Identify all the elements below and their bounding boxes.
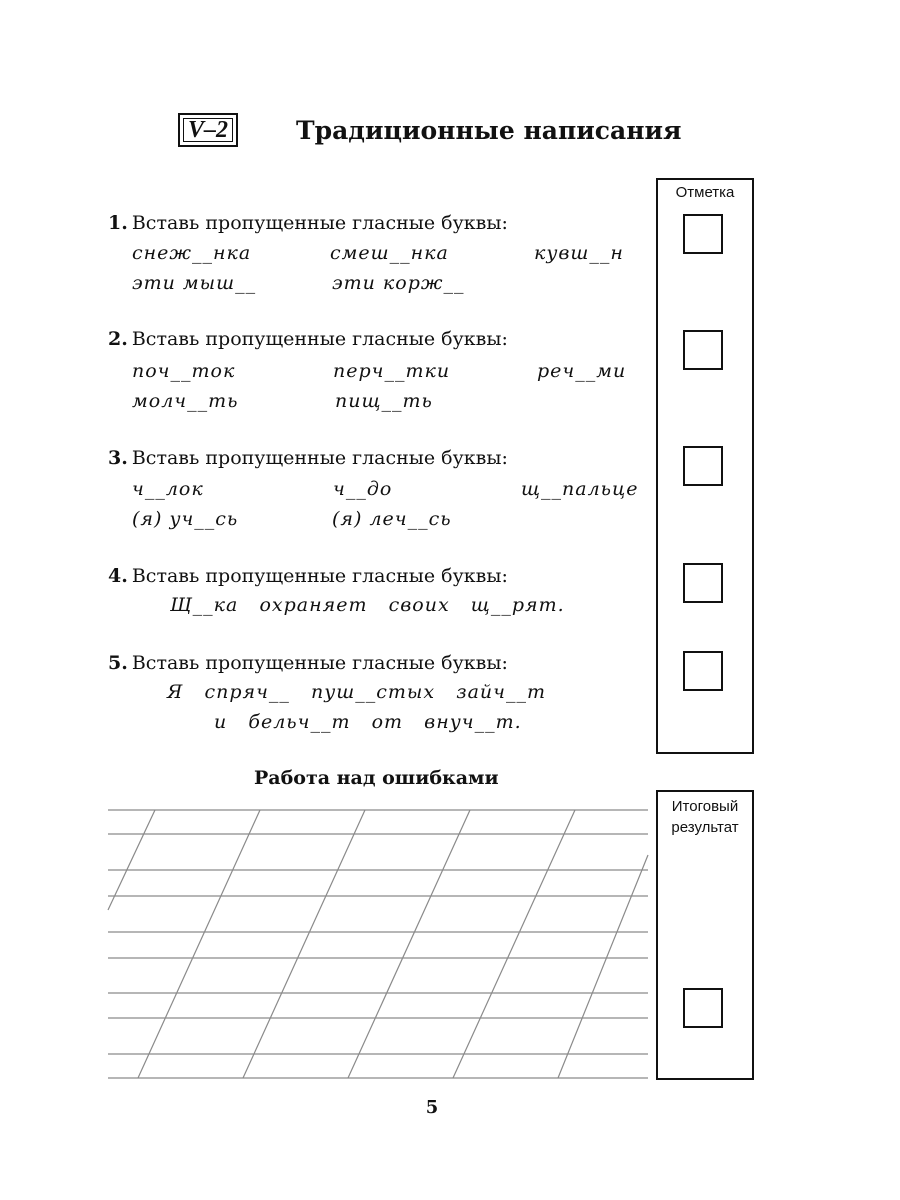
task-instruction: Вставь пропущенные гласные буквы: — [131, 447, 508, 469]
task-instruction: Вставь пропущенные гласные буквы: — [131, 652, 508, 674]
task-5-sentence-line-1: Я спряч__ пуш__стых зайч__т — [167, 681, 547, 703]
task-3-header — [108, 447, 508, 469]
task-3-word-1: ч__лок — [132, 478, 204, 500]
final-result-label-line-2: результат — [671, 819, 739, 836]
task-2-word-3: реч__ми — [537, 360, 627, 382]
task-1-word-3: кувш__н — [534, 242, 624, 264]
task-3-word-3: щ__пальце — [521, 478, 639, 500]
task-3-score-box[interactable] — [683, 446, 723, 486]
task-number: 3. — [108, 447, 128, 469]
task-1-word-2: смеш__нка — [330, 242, 449, 264]
task-5-header — [108, 652, 508, 674]
final-result-label-line-1: Итоговый — [671, 798, 739, 815]
task-4-header — [108, 565, 508, 587]
variant-badge: V–2 — [178, 113, 238, 147]
task-2-header — [108, 328, 508, 350]
task-instruction: Вставь пропущенные гласные буквы: — [131, 565, 508, 587]
task-2-word-1: поч__ток — [132, 360, 236, 382]
task-4-sentence: Щ__ка охраняет своих щ__рят. — [170, 594, 565, 616]
score-column-label: Отметка — [675, 184, 735, 201]
score-column — [656, 178, 754, 754]
task-3-word-2: ч__до — [333, 478, 393, 500]
task-2-word-4: молч__ть — [132, 390, 239, 412]
task-1-score-box[interactable] — [683, 214, 723, 254]
grid-slant-lines — [108, 810, 648, 1078]
page-title: Традиционные написания — [296, 116, 682, 145]
task-3-word-4: (я) уч__сь — [132, 508, 239, 530]
task-number: 4. — [108, 565, 128, 587]
task-1-header — [108, 212, 508, 234]
task-4-score-box[interactable] — [683, 563, 723, 603]
task-2-score-box[interactable] — [683, 330, 723, 370]
task-2-word-5: пищ__ть — [335, 390, 433, 412]
task-5-score-box[interactable] — [683, 651, 723, 691]
task-1-word-5: эти корж__ — [332, 272, 465, 294]
final-result-label — [658, 796, 752, 838]
task-number: 2. — [108, 328, 128, 350]
final-result-column — [656, 790, 754, 1080]
task-2-word-2: перч__тки — [333, 360, 451, 382]
task-instruction: Вставь пропущенные гласные буквы: — [131, 328, 508, 350]
errors-section-title: Работа над ошибками — [254, 767, 499, 789]
task-number: 5. — [108, 652, 128, 674]
task-1-word-4: эти мыш__ — [132, 272, 257, 294]
page-number: 5 — [425, 1097, 439, 1118]
grid-horizontal-lines — [108, 810, 648, 1078]
handwriting-grid[interactable] — [100, 800, 650, 1085]
task-3-word-5: (я) леч__сь — [332, 508, 452, 530]
final-score-box[interactable] — [683, 988, 723, 1028]
task-instruction: Вставь пропущенные гласные буквы: — [131, 212, 508, 234]
task-5-sentence-line-2: и бельч__т от внуч__т. — [214, 711, 522, 733]
task-1-word-1: снеж__нка — [132, 242, 252, 264]
task-number: 1. — [108, 212, 128, 234]
